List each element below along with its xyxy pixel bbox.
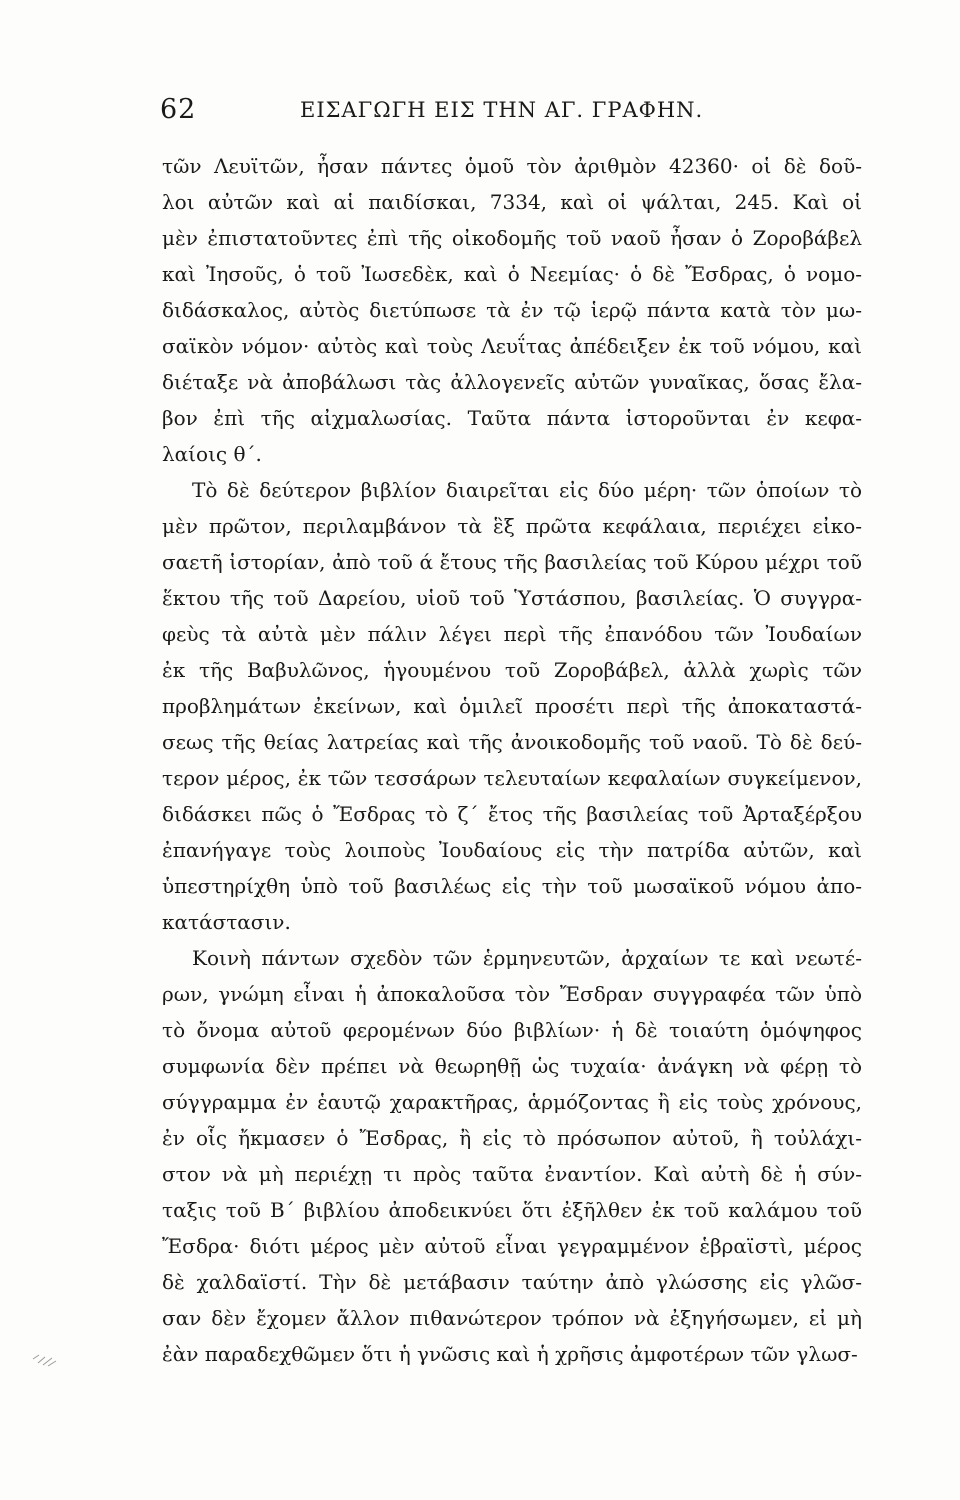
- text-line: συμφωνία δὲν πρέπει νὰ θεωρηθῇ ὡς τυχαία· ἀνάγκη νὰ φέρῃ τὸ: [162, 1054, 862, 1078]
- body-text: [162, 148, 862, 1372]
- text-line: καὶ Ἰησοῦς, ὁ τοῦ Ἰωσεδὲκ, καὶ ὁ Νεεμίας· ὁ δὲ Ἔσδρας, ὁ νομο-: [162, 262, 862, 286]
- text-line: σαϊκὸν νόμον· αὐτὸς καὶ τοὺς Λευΐτας ἀπέδειξεν ἐκ τοῦ νόμου, καὶ: [162, 334, 862, 358]
- text-line: Ἔσδρα· διότι μέρος μὲν αὐτοῦ εἶναι γεγραμμένον ἑβραϊστὶ, μέρος: [162, 1234, 862, 1258]
- text-line: σαν δὲν ἔχομεν ἄλλον πιθανώτερον τρόπον νὰ ἐξηγήσωμεν, εἰ μὴ: [162, 1306, 862, 1330]
- text-line: διδάσκει πῶς ὁ Ἔσδρας τὸ ζ΄ ἔτος τῆς βασιλείας τοῦ Ἀρταξέρξου: [162, 802, 862, 826]
- text-line: κατάστασιν.: [162, 910, 291, 934]
- text-line: λαίοις θ΄.: [162, 442, 262, 466]
- page-number: 62: [160, 94, 197, 125]
- text-line: ρων, γνώμη εἶναι ἡ ἀποκαλοῦσα τὸν Ἔσδραν συγγραφέα τῶν ὑπὸ: [162, 982, 862, 1006]
- text-line: τερον μέρος, ἐκ τῶν τεσσάρων τελευταίων κεφαλαίων συγκείμενον,: [162, 766, 862, 790]
- text-line: φεὺς τὰ αὐτὰ μὲν πάλιν λέγει περὶ τῆς ἐπανόδου τῶν Ἰουδαίων: [162, 622, 862, 646]
- text-line: λοι αὐτῶν καὶ αἱ παιδίσκαι, 7334, καὶ οἱ ψάλται, 245. Καὶ οἱ: [162, 190, 862, 214]
- text-line: σύγγραμμα ἐν ἑαυτῷ χαρακτῆρας, ἁρμόζοντας ἢ εἰς τοὺς χρόνους,: [162, 1090, 862, 1114]
- text-line: ἐπανήγαγε τοὺς λοιποὺς Ἰουδαίους εἰς τὴν πατρίδα αὐτῶν, καὶ: [162, 838, 862, 862]
- text-line: διδάσκαλος, αὐτὸς διετύπωσε τὰ ἐν τῷ ἱερῷ πάντα κατὰ τὸν μω-: [162, 298, 862, 322]
- text-line: ἐκ τῆς Βαβυλῶνος, ἡγουμένου τοῦ Ζοροβάβελ, ἀλλὰ χωρὶς τῶν: [162, 658, 862, 682]
- paragraph-2: [162, 472, 862, 940]
- text-line: μὲν πρῶτον, περιλαμβάνον τὰ ἓξ πρῶτα κεφάλαια, περιέχει εἰκο-: [162, 514, 862, 538]
- text-line: ἕκτου τῆς τοῦ Δαρείου, υἱοῦ τοῦ Ὑστάσπου, βασιλείας. Ὁ συγγρα-: [162, 586, 862, 610]
- text-line: τὸ ὄνομα αὐτοῦ φερομένων δύο βιβλίων· ἡ δὲ τοιαύτη ὁμόψηφος: [162, 1018, 862, 1042]
- text-line: Τὸ δὲ δεύτερον βιβλίον διαιρεῖται εἰς δύο μέρη· τῶν ὁποίων τὸ: [192, 478, 862, 502]
- text-line: ἐὰν παραδεχθῶμεν ὅτι ἡ γνῶσις καὶ ἡ χρῆσις ἀμφοτέρων τῶν γλωσ-: [162, 1342, 858, 1366]
- text-line: ἐν οἷς ἤκμασεν ὁ Ἔσδρας, ἢ εἰς τὸ πρόσωπον αὐτοῦ, ἢ τοὐλάχι-: [162, 1126, 862, 1150]
- text-line: προβλημάτων ἐκείνων, καὶ ὁμιλεῖ προσέτι περὶ τῆς ἀποκαταστά-: [162, 694, 862, 718]
- text-line: βον ἐπὶ τῆς αἰχμαλωσίας. Ταῦτα πάντα ἱστοροῦνται ἐν κεφα-: [162, 406, 862, 430]
- text-line: σεως τῆς θείας λατρείας καὶ τῆς ἀνοικοδομῆς τοῦ ναοῦ. Τὸ δὲ δεύ-: [162, 730, 862, 754]
- text-line: ταξις τοῦ Β΄ βιβλίου ἀποδεικνύει ὅτι ἐξῆλθεν ἐκ τοῦ καλάμου τοῦ: [162, 1198, 862, 1222]
- text-line: ὑπεστηρίχθη ὑπὸ τοῦ βασιλέως εἰς τὴν τοῦ μωσαϊκοῦ νόμου ἀπο-: [162, 874, 862, 898]
- text-line: μὲν ἐπιστατοῦντες ἐπὶ τῆς οἰκοδομῆς τοῦ ναοῦ ἦσαν ὁ Ζοροβάβελ: [162, 226, 862, 250]
- stray-ink-mark: [30, 1345, 60, 1371]
- running-head: [160, 94, 860, 134]
- paragraph-3: [162, 940, 862, 1372]
- text-line: στον νὰ μὴ περιέχῃ τι πρὸς ταῦτα ἐναντίον. Καὶ αὐτὴ δὲ ἡ σύν-: [162, 1162, 862, 1186]
- text-line: δὲ χαλδαϊστί. Τὴν δὲ μετάβασιν ταύτην ἀπὸ γλώσσης εἰς γλῶσ-: [162, 1270, 862, 1294]
- running-title: ΕΙΣΑΓΩΓΗ ΕΙΣ ΤΗΝ ΑΓ. ΓΡΑΦΗΝ.: [300, 98, 704, 122]
- text-line: σαετῆ ἱστορίαν, ἀπὸ τοῦ ά ἔτους τῆς βασιλείας τοῦ Κύρου μέχρι τοῦ: [162, 550, 862, 574]
- text-line: Κοινὴ πάντων σχεδὸν τῶν ἑρμηνευτῶν, ἀρχαίων τε καὶ νεωτέ-: [192, 946, 862, 970]
- paragraph-1: [162, 148, 862, 472]
- text-line: τῶν Λευϊτῶν, ἦσαν πάντες ὁμοῦ τὸν ἀριθμὸν 42360· οἱ δὲ δοῦ-: [162, 154, 862, 178]
- text-line: διέταξε νὰ ἀποβάλωσι τὰς ἀλλογενεῖς αὐτῶν γυναῖκας, ὅσας ἔλα-: [162, 370, 862, 394]
